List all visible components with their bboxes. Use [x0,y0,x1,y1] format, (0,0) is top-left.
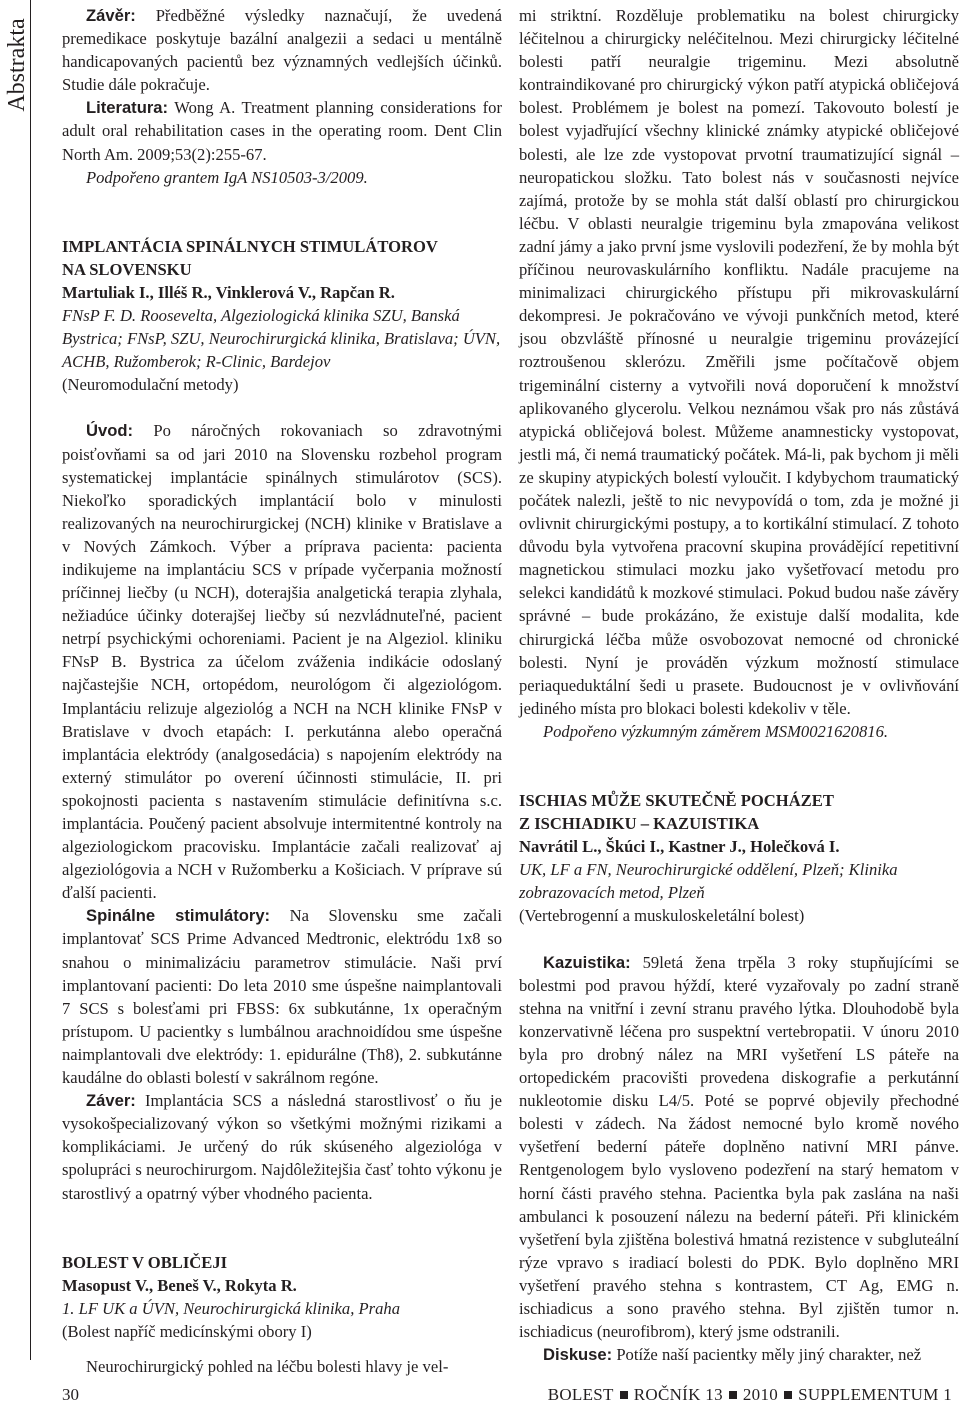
head-pain-title: BOLEST V OBLIČEJI [62,1252,228,1272]
prev-grant: Podpořeno grantem IgA NS10503-3/2009. [86,167,368,187]
stimulators-label: Spinálne stimulátory: [86,906,271,926]
case-label: Kazuistika: [543,952,631,972]
journal-footer [548,1385,952,1405]
literature-text: Wong A. Treatment planning considerations for adult oral rehabilitation cases in the operating room. Dent Clin North Am. 2009;53(2):255-67. [62,98,502,164]
page-number: 30 [62,1385,79,1404]
stimulators-text: Na Slovensku sme začali implantovať SCS Prime Advanced Medtronic, elektródu 1x8 so snahou o minimalizáciu parametrov stimulácie. Naši prví implantovaní pacienti: Do leta 2010 sme úspešne naimplantovali 7 SCS s bolesťami pri FBSS: 6x subkutánne, 1x operačným prístupom. U pacientky s lumbálnou arachnoidídou sme úspešne naimplantovali dve elektródy: 1. epidurálne (Th8), 2. subkutánne kaudálne do oblasti bolestí v sakrálnom regóne. [62,906,503,1088]
ischias-affiliation: UK, LF a FN, Neurochirurgické oddělení, Plzeň; Klinika zobrazovacích metod, Plzeň [519,860,898,903]
scs-conclusion-text: Implantácia SCS a následná starostlivosť o ňu je vysokošpecializovaný výkon so všetkými možnými rizikami a komplikáciami. Je určený do rúk skúseného algeziológa v spolupráci s neurochirurgom. Najdôležitejšia časť tohto výkonu je starostlivý a opatrný výber vhodného pacienta. [62,1091,502,1203]
conclusion-label: Závěr: [86,6,136,25]
scs-authors: Martuliak I., Illéš R., Vinklerová V., Rapčan R. [62,282,395,302]
intro-text: Po náročných rokovaniach so zdravotnými poisťovňami sa od jari 2010 na Slovensku rozbehol program systematickej implantácie spinálnych stimulárotov (SCS). Niekoľko sporadických implantácií bolo v minulosti realizovaných na neurochirurgickej (NCH) klinike v Bratislave a v Nových Zámkoch. Výber a príprava pacienta: pacienta indikujeme na implantáciu SCS v prípade vyčerpania možností príčinnej liečby (u NCH), doterajšia analgetická terapia zlyhala, nežiadúce účinky doterajšej liečby sú nezvládnuteľné, pacient netrpí psychickými ochoreniami. Pacient je na Algeziol. kliniku FNsP B. Bystrica za účelom zváženia indikácie odoslaný najčastejšie NCH, ortopédom, neurológom či algeziológom. Implantáciu relizuje algeziológ a NCH na NCH klinike FNsP v Bratislave v dvoch etapách: I. perkutánna alebo operačná implantácia elektródy (analgosedácia) s napojením elektródy na externý stimulátor po overení účinnosti stimulácie, II. pri spokojnosti pacienta s nastavením stimulácie definitívna s.c. implantácia. Poučený pacient absolvuje intermitentné kontroly na algeziologickom pracovisku. Implantácie začali realizovať aj algeziológovia a NCH v Ružomberku a Košiciach. V príprave sú ďalší pacienti. [62,421,502,903]
separator-square-icon [729,1391,737,1399]
scs-conclusion [62,1089,502,1204]
discussion-label: Diskuse: [543,1345,613,1365]
discussion-text: Potíže naší pacientky měly jiný charakter, než [612,1345,922,1365]
case-text: 59letá žena trpěla 3 roky stupňujícími se bolestmi pod pravou hýždí, které vyzařovaly po zadní straně stehna na vnitřní i zevní stranu pravého lýtka. Dlouhodobě byla konzervativně léčena pro suspektní vertebropatii. V únoru 2010 byla pro drobný nález na MRI vyšetření LS páteře na ortopedickém pracovišti provedena diskografie a perkutánní nukleotomie disku L4/5. Poté se poprvé objevily přechodné bolesti v zádech. Na žádost nemocné bylo kromě nového vyšetření bederní páteře doplněno nativní MRI pánve. Rentgenologem bylo vysloveno podezření na starý hematom v horní části pravého stehna. Pacientka byla pak zaslána na naši ambulanci k posouzení nálezu na bederní páteři. Při klinickém vyšetření byla zjištěna bolestivá hmatná rezistence v subgluteální rýze vpravo s iradiací bolesti do PDK. Bylo doplněno MRI vyšetření pravého stehna s kontrastem, CT Ag, EMG n. ischiadicus a sono pravého stehna. Byl zjištěn tumor n. ischiadicus (neurofibrom), který jsme odstranili. [519,952,959,1342]
head-pain-affiliation: 1. LF UK a ÚVN, Neurochirurgická klinika, Praha [62,1298,400,1318]
separator-square-icon [784,1391,792,1399]
separator-square-icon [620,1391,628,1399]
scs-affiliation: FNsP F. D. Roosevelta, Algeziologická klinika SZU, Banská Bystrica; FNsP, SZU, Neurochirurgická klinika, Bratislava; ÚVN, ACHB, Ružomberok; R-Clinic, Bardejov [62,306,501,372]
ischias-authors: Navrátil L., Škúci I., Kastner J., Holečková I. [519,837,840,857]
head-pain-authors: Masopust V., Beneš V., Rokyta R. [62,1275,297,1295]
scs-category: (Neuromodulační metody) [62,375,239,395]
right-column [519,4,959,1366]
head-pain-grant: Podpořeno výzkumným záměrem MSM0021620816. [543,721,889,741]
ischias-case [519,951,959,1344]
prev-literature [62,96,502,165]
journal-volume: ROČNÍK 13 [633,1385,723,1404]
ischias-title-line1: ISCHIAS MŮŽE SKUTEČNĚ POCHÁZET [519,791,834,810]
scs-title-line1: IMPLANTÁCIA SPINÁLNYCH STIMULÁTOROV [62,236,438,256]
journal-year: 2010 [742,1385,779,1404]
ischias-title-line2: Z ISCHIADIKU – KAZUISTIKA [519,814,760,834]
scs-conclusion-label: Záver: [86,1091,136,1111]
section-label: Abstrakta [4,18,30,112]
head-pain-continued: mi striktní. Rozděluje problematiku na bolest chirurgicky léčitelnou a chirurgicky neléčitelnou. Mezi chirurgicky léčitelné bolesti patří neuralgie trigeminu. Mezi absolutně kontraindikované pro chirurgický výkon patří atypická obličejová bolest. Problémem je bolest na pomezí. Takovouto bolestí je bolest vyjadřující všechny klinické známky atypické obličejové bolesti, ale lze zde vystopovat prvotní traumatizující signál – neuropatickou složku. Tato bolest nás v současnosti nejvíce zajímá, protože by se mohla stát další oblastí pro chirurgickou léčbu. V oblasti neuralgie trigeminu byla zmapována velikost zadní jámy a jako první jsme vyslovili podezření, že by mohla být příčinou neurovaskulárního konfliktu. Nadále pracujeme na minimalizaci chirurgického přístupu při mikrovaskulární dekompresi. Je pokračováno ve vývoji punkčních metod, které jsou obzvláště přínosné u neuralgie trigeminu provázející roztroušenou sklerózu. Změřili jsme počítačově objem trigeminální cisterny a vytvořili nová doporučení k množství aplikovaného glycerolu. Velkou neznámou však pro nás zůstává atypická obličejová bolest. Můžeme anamnesticky vystopovat, jestli má, či nemá traumatický počátek. Má-li, pak bychom ji měli ze skupiny atypických bolestí vyloučit. I kdybychom traumatický počátek nalezli, ještě to nic nevypovídá o tom, zda je možné ji ovlivnit chirurgickými postupy, a to kortikální stimulací. Z tohoto důvodu byla vytvořena pracovní skupina provádějící repetitivní magnetickou stimulaci mozku jako vyšetřovací metodu pro selekci kandidátů k mozkové stimulaci. Pokud budou naše závěry správné – bude prokázáno, že existuje další modalita, kde chirurgická léčba může osvobozovat nemocné od chronické bolesti. Nyní je prováděn výzkum možností stimulace periaqueduktální šedi u prasete. Budoucnost je v ovlivňování jediného místa pro blokaci bolesti kdekoliv v těle. [519,6,959,718]
head-pain-text-start: Neurochirurgický pohled na léčbu bolesti hlavy je vel- [86,1356,449,1376]
literature-label: Literatura: [86,98,169,118]
intro-label: Úvod: [86,421,134,441]
ischias-category: (Vertebrogenní a muskuloskeletální bolest) [519,906,805,926]
prev-conclusion [62,4,502,96]
section-tab [0,0,31,1360]
conclusion-text: Předběžné výsledky naznačují, že uvedená premedikace poskytuje bazální analgezii a sedaci u mentálně handicapovaných pacientů bez významných vedlejších účinků. Studie dále pokračuje. [62,6,502,95]
left-column [62,4,502,1378]
journal-supplement: SUPPLEMENTUM 1 [798,1385,952,1404]
head-pain-category: (Bolest napříč medicínskými obory I) [62,1321,312,1341]
scs-title-line2: NA SLOVENSKU [62,259,192,279]
journal-name: BOLEST [547,1385,614,1404]
scs-stimulators [62,904,502,1089]
ischias-discussion [519,1343,959,1366]
scs-intro [62,419,502,904]
